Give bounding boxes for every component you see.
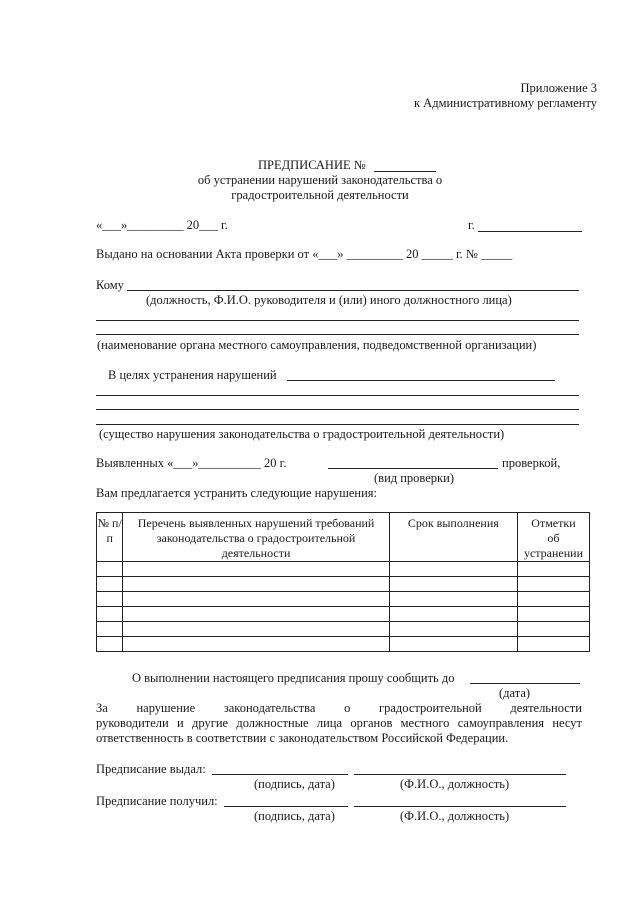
issued-sign-caption: (подпись, дата) bbox=[254, 777, 335, 791]
table-cell[interactable] bbox=[517, 562, 589, 577]
violations-label: В целях устранения нарушений bbox=[108, 368, 277, 382]
table-row bbox=[97, 562, 590, 577]
received-by-label: Предписание получил: bbox=[96, 794, 218, 808]
table-cell[interactable] bbox=[97, 637, 123, 652]
table-cell[interactable] bbox=[389, 607, 517, 622]
issued-basis: Выдано на основании Акта проверки от «___» _________ 20 _____ г. № _____ bbox=[96, 247, 513, 261]
col-header-violations: Перечень выявленных нарушений требований законодательства о градостроительной деятельности bbox=[123, 513, 389, 562]
title-subtitle: об устранении нарушений законодательства о bbox=[197, 173, 443, 187]
document-title: ПРЕДПИСАНИЕ № bbox=[258, 158, 366, 172]
liability-word: За bbox=[96, 701, 108, 715]
table-cell[interactable] bbox=[123, 577, 389, 592]
table-cell[interactable] bbox=[97, 607, 123, 622]
table-cell[interactable] bbox=[123, 622, 389, 637]
issued-name-caption: (Ф.И.О., должность) bbox=[400, 777, 510, 791]
violations-field[interactable] bbox=[287, 380, 555, 381]
inspection-type-caption: (вид проверки) bbox=[374, 471, 454, 485]
to-label: Кому bbox=[96, 278, 124, 292]
table-cell[interactable] bbox=[389, 622, 517, 637]
liability-line-1 bbox=[96, 702, 582, 715]
table-cell[interactable] bbox=[389, 562, 517, 577]
liability-word: о bbox=[344, 701, 351, 715]
col-header-marks: Отметки об устранении bbox=[517, 513, 589, 562]
liability-line-3: ответственность в соответствии с законодательством Российской Федерации. bbox=[96, 731, 509, 745]
table-header-row bbox=[97, 513, 590, 562]
inspection-type-field[interactable] bbox=[328, 468, 498, 469]
table-cell[interactable] bbox=[97, 562, 123, 577]
offer-text: Вам предлагается устранить следующие нарушения: bbox=[96, 486, 377, 500]
received-sign-caption: (подпись, дата) bbox=[254, 809, 335, 823]
organization-caption: (наименование органа местного самоуправления, подведомственной организации) bbox=[97, 338, 537, 352]
city-field[interactable] bbox=[478, 231, 582, 232]
table-row bbox=[97, 592, 590, 607]
revealed-suffix: проверкой, bbox=[502, 456, 561, 470]
table-row bbox=[97, 622, 590, 637]
table-cell[interactable] bbox=[517, 637, 589, 652]
order-number-field[interactable] bbox=[374, 171, 436, 172]
appendix-number: Приложение 3 bbox=[520, 81, 597, 95]
col-header-deadline: Срок выполнения bbox=[389, 513, 517, 562]
table-cell[interactable] bbox=[389, 577, 517, 592]
liability-word: законодательства bbox=[223, 701, 316, 715]
table-cell[interactable] bbox=[97, 622, 123, 637]
city-label: г. bbox=[468, 218, 475, 232]
to-field-3[interactable] bbox=[96, 334, 579, 335]
issued-name-field[interactable] bbox=[354, 774, 566, 775]
table-row bbox=[97, 577, 590, 592]
table-cell[interactable] bbox=[517, 577, 589, 592]
table-cell[interactable] bbox=[517, 622, 589, 637]
received-name-caption: (Ф.И.О., должность) bbox=[400, 809, 510, 823]
liability-word: градостроительной bbox=[378, 701, 482, 715]
liability-word: деятельности bbox=[510, 701, 582, 715]
revealed-date: Выявленных «___»__________ 20 г. bbox=[96, 456, 287, 470]
issue-date: «___»_________ 20___ г. bbox=[96, 218, 228, 232]
report-date-caption: (дата) bbox=[499, 686, 531, 700]
table-cell[interactable] bbox=[97, 577, 123, 592]
table-row bbox=[97, 637, 590, 652]
table-cell[interactable] bbox=[389, 637, 517, 652]
table-cell[interactable] bbox=[517, 592, 589, 607]
received-name-field[interactable] bbox=[354, 806, 566, 807]
table-row bbox=[97, 607, 590, 622]
issued-by-label: Предписание выдал: bbox=[96, 762, 206, 776]
table-cell[interactable] bbox=[123, 592, 389, 607]
violations-table bbox=[96, 512, 590, 652]
violations-field-4[interactable] bbox=[96, 424, 579, 425]
col-header-number: № п/п bbox=[97, 513, 123, 562]
violations-caption: (существо нарушения законодательства о градостроительной деятельности) bbox=[99, 427, 505, 441]
table-cell[interactable] bbox=[123, 637, 389, 652]
table-cell[interactable] bbox=[97, 592, 123, 607]
table-cell[interactable] bbox=[389, 592, 517, 607]
table-cell[interactable] bbox=[517, 607, 589, 622]
appendix-regulation: к Административному регламенту bbox=[413, 96, 597, 110]
to-field[interactable] bbox=[127, 290, 579, 291]
liability-line-2: руководители и другие должностные лица органов местного самоуправления несут bbox=[96, 716, 582, 730]
to-field-2[interactable] bbox=[96, 320, 579, 321]
table-cell[interactable] bbox=[123, 607, 389, 622]
received-signature-field[interactable] bbox=[224, 806, 348, 807]
report-date-field[interactable] bbox=[470, 683, 580, 684]
table-cell[interactable] bbox=[123, 562, 389, 577]
title-subtitle-2: градостроительной деятельности bbox=[231, 188, 409, 202]
to-caption: (должность, Ф.И.О. руководителя и (или) иного должностного лица) bbox=[146, 293, 512, 307]
issued-signature-field[interactable] bbox=[212, 774, 348, 775]
liability-word: нарушение bbox=[136, 701, 196, 715]
violations-field-3[interactable] bbox=[96, 409, 579, 410]
report-text: О выполнении настоящего предписания прошу сообщить до bbox=[132, 671, 455, 685]
violations-field-2[interactable] bbox=[96, 395, 579, 396]
